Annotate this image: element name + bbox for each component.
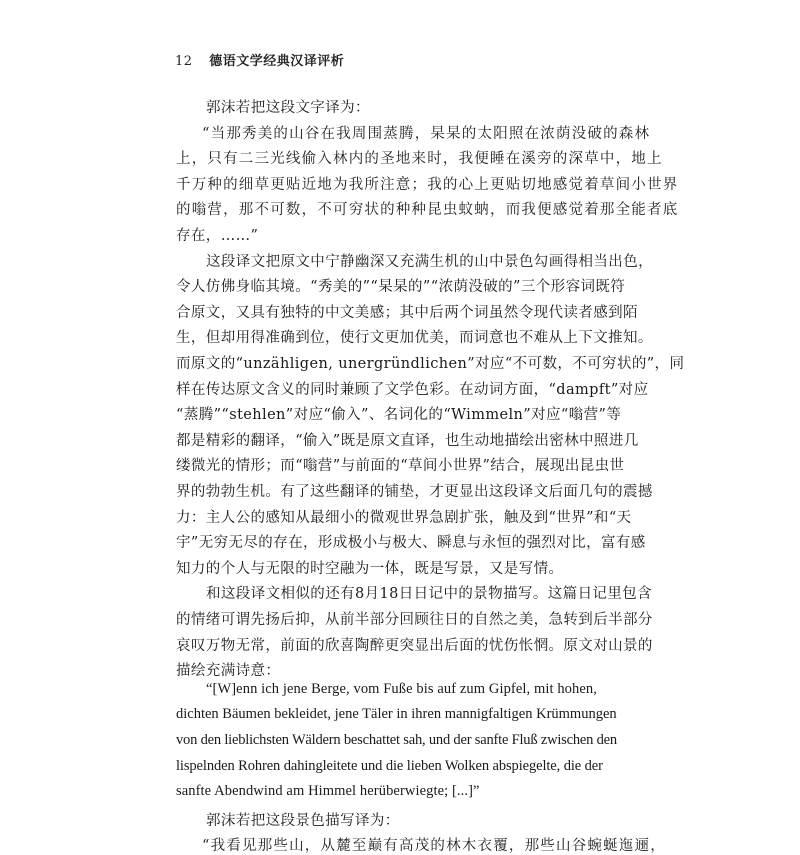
paragraph-line: 知力的个人与无限的时空融为一体，既是写景，又是写情。 [176, 560, 564, 577]
paragraph-line: “蒸腾”“stehlen”对应“偷入”、名词化的“Wimmeln”对应“嗡营”等 [176, 407, 622, 424]
paragraph-line: 都是精彩的翻译，“偷入”既是原文直译，也生动地描绘出密林中照进几 [176, 432, 639, 449]
paragraph-line: 生，但却用得准确到位，使行文更加优美，而词意也不难从上下文推知。 [176, 330, 653, 347]
paragraph-line: 郭沫若把这段景色描写译为： [206, 812, 400, 829]
quote-line: 的嗡营，那不可数，不可穷状的种种昆虫蚊蚋，而我便感觉着那全能者底 [176, 202, 679, 219]
paragraph-line: 令人仿佛身临其境。“秀美的”“杲杲的”“浓荫没破的”三个形容词既符 [176, 279, 626, 296]
quote-line: 存在，……” [176, 228, 259, 244]
german-quote-line: sanfte Abendwind am Himmel herüberwiegte; [...]” [176, 783, 480, 800]
book-title: 德语文学经典汉译评析 [209, 54, 345, 69]
german-quote-line: dichten Bäumen bekleidet, jene Täler in ihren mannigfaltigen Krümmungen [176, 706, 617, 723]
paragraph-line: 缕微光的情形；而“嗡营”与前面的“草间小世界”结合，展现出昆虫世 [176, 458, 625, 475]
quote-line: 上，只有二三光线偷入林内的圣地来时，我便睡在溪旁的深草中，地上 [176, 151, 663, 168]
paragraph-line: 合原文，又具有独特的中文美感；其中后两个词虽然令现代读者感到陌 [176, 304, 638, 321]
quote-line: 千万种的细草更贴近地为我所注意；我的心上更贴切地感觉着草间小世界 [176, 176, 679, 193]
german-quote-line: von den lieblichsten Wäldern beschattet sah, und der sanfte Fluß zwischen den [176, 732, 617, 748]
quote-line: “当那秀美的山谷在我周围蒸腾，杲杲的太阳照在浓荫没破的森林 [202, 125, 651, 142]
paragraph-line: 的情绪可谓先扬后抑，从前半部分回顾往日的自然之美，急转到后半部分 [176, 612, 653, 628]
running-head [175, 50, 344, 69]
page-number: 12 [175, 54, 193, 69]
paragraph-line: 描绘充满诗意： [176, 663, 281, 680]
german-quote-line: lispelnden Rohren dahingleitete und die lieben Wolken abspiegelte, die der [176, 757, 603, 774]
paragraph-line: 和这段译文相似的还有8月18日日记中的景物描写。这篇日记里包含 [206, 586, 653, 603]
paragraph-line: 哀叹万物无常，前面的欣喜陶醉更突显出后面的忧伤怅惘。原文对山景的 [176, 637, 653, 654]
quote-line: “我看见那些山，从麓至巅有高茂的林木衣覆，那些山谷蜿蜒迤逦， [202, 838, 666, 855]
paragraph-line: 而原文的“unzähligen, unergründlichen”对应“不可数，不可穷状的”，同 [176, 356, 685, 372]
paragraph-line: 这段译文把原文中宁静幽深又充满生机的山中景色勾画得相当出色， [206, 253, 653, 270]
paragraph-line: 力：主人公的感知从最细小的微观世界急剧扩张，触及到“世界”和“天 [176, 509, 632, 526]
paragraph-line: 界的勃勃生机。有了这些翻译的铺垫，才更显出这段译文后面几句的震撼 [176, 484, 653, 500]
paragraph-line: 样在传达原文含义的同时兼顾了文学色彩。在动词方面，“dampft”对应 [176, 381, 649, 398]
german-quote-line: “[W]enn ich jene Berge, vom Fuße bis auf zum Gipfel, mit hohen, [206, 680, 597, 697]
paragraph-line: 宇”无穷无尽的存在，形成极小与极大、瞬息与永恒的强烈对比，富有感 [176, 535, 646, 552]
paragraph-line: 郭沫若把这段文字译为： [206, 100, 370, 116]
